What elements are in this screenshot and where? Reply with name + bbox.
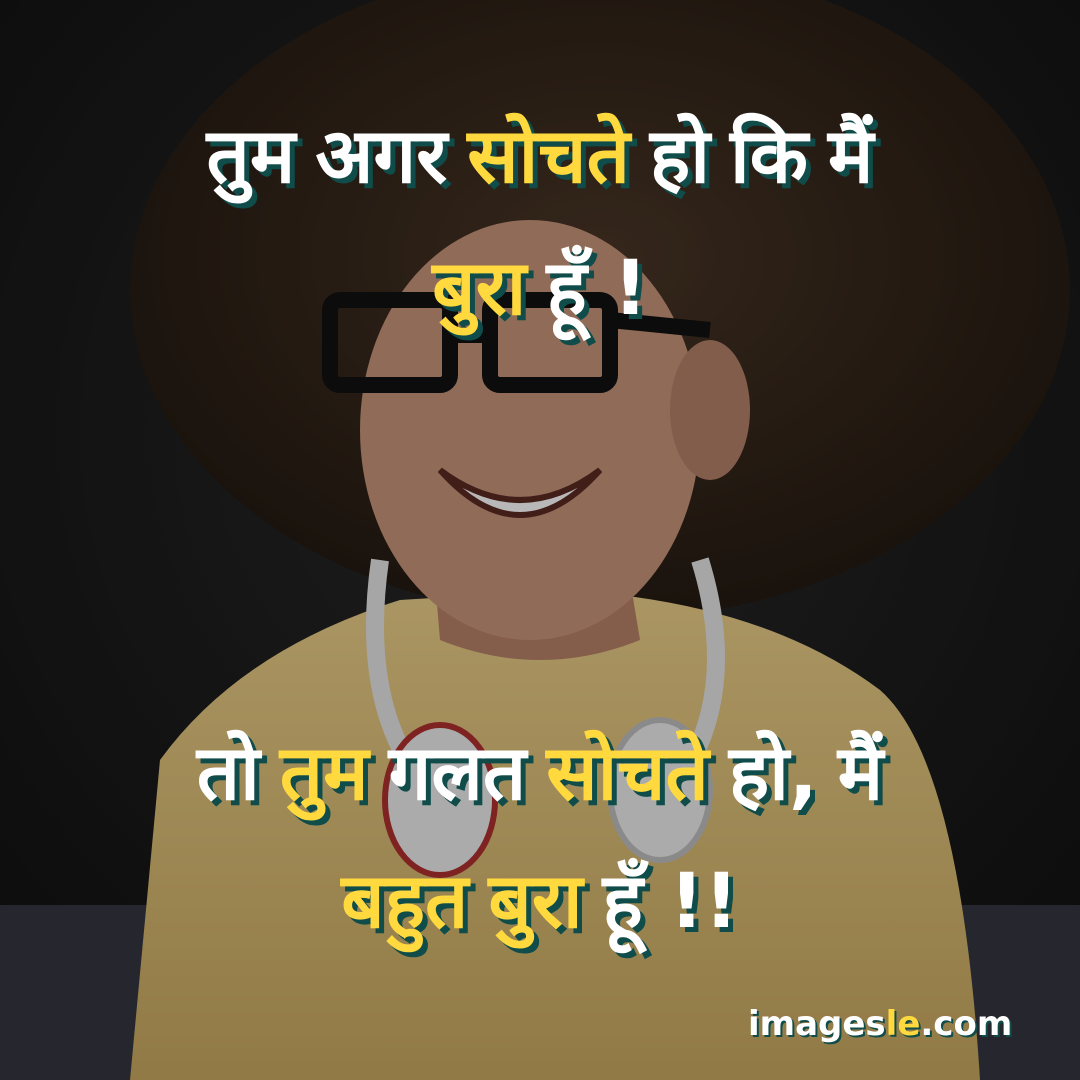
word-accent: बहुत (341, 856, 469, 945)
word-accent: बुरा (432, 243, 527, 332)
quote-top-line-2 (0, 243, 1080, 332)
word: हो, (728, 728, 818, 817)
word: हूँ ! (546, 243, 648, 332)
watermark-part: images (748, 1004, 886, 1044)
word-accent: बुरा (488, 856, 583, 945)
word: तुम (206, 111, 296, 200)
quote-top-line-1 (0, 111, 1080, 200)
word-accent: सोचते (546, 728, 709, 817)
word: गलत (388, 728, 527, 817)
quote-bottom (0, 728, 1080, 945)
word: मैं (837, 728, 884, 817)
word: कि (729, 111, 808, 200)
word-accent: तुम (279, 728, 369, 817)
word: तो (196, 728, 260, 817)
word: मैं (828, 111, 874, 200)
word: अगर (315, 111, 448, 200)
word: हो (649, 111, 710, 200)
quote-bottom-line-1 (0, 728, 1080, 817)
watermark (748, 1004, 1012, 1044)
quote-top (0, 111, 1080, 332)
quote-bottom-line-2 (0, 856, 1080, 945)
watermark-part: .com (920, 1004, 1013, 1044)
word: हूँ !! (602, 856, 739, 945)
word-accent: सोचते (467, 111, 630, 200)
watermark-accent: le (885, 1004, 921, 1044)
